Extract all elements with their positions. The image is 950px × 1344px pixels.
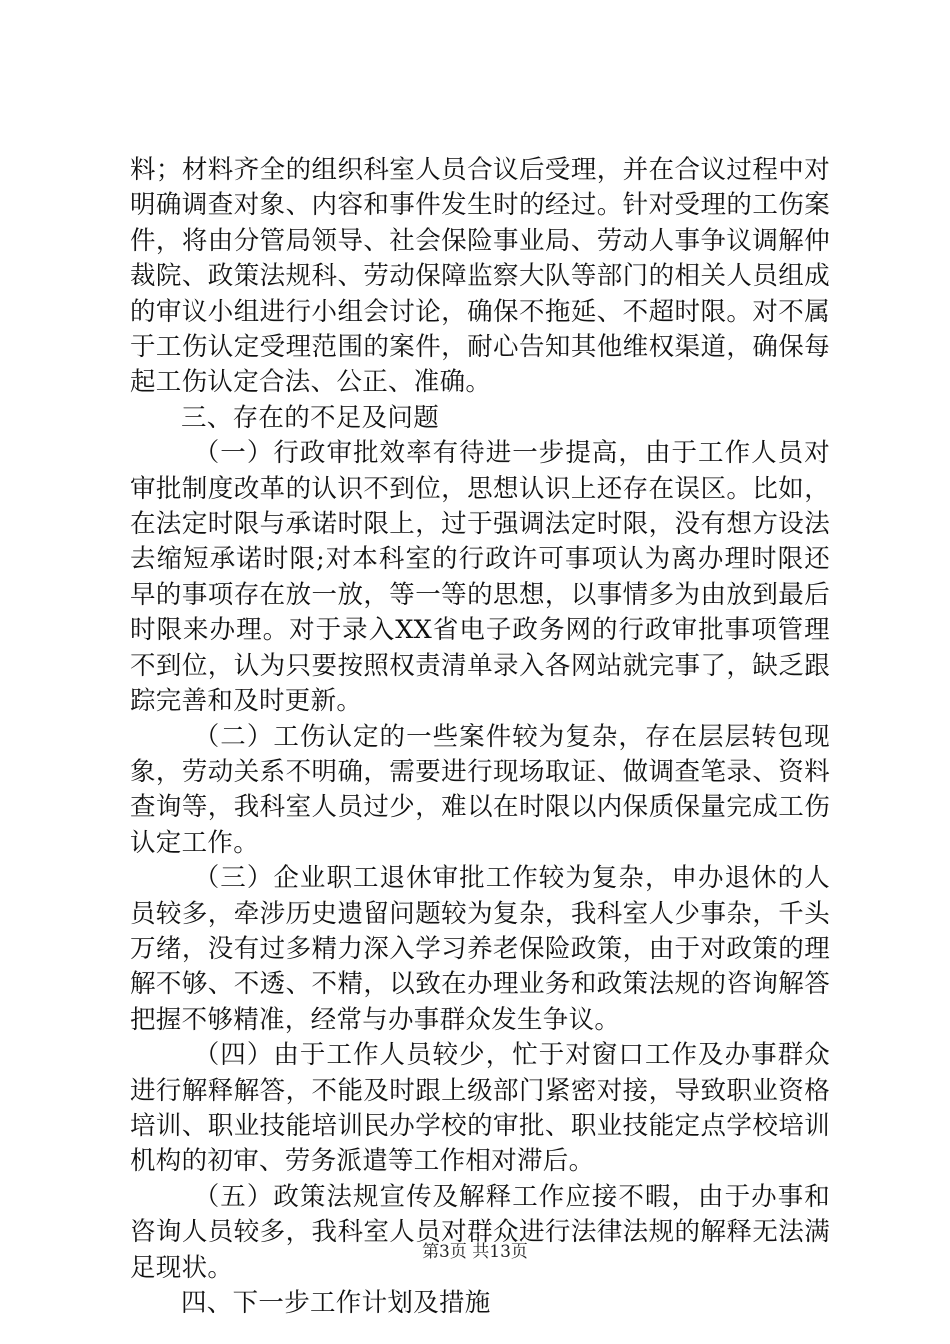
section-heading-4: 四、下一步工作计划及措施 — [181, 1288, 491, 1318]
paragraph-continuation: 料；材料齐全的组织科室人员合议后受理，并在合议过程中对明确调查对象、内容和事件发生时的经过。针对受理的工伤案件，将由分管局领导、社会保险事业局、劳动人事争议调解仲裁院、政策法规科、劳动保障监察大队等部门的相关人员组成的审议小组进行小组会讨论，确保不拖延、不超时限。对不属于工伤认定受理范围的案件，耐心告知其他维权渠道，确保每起工伤认定合法、公正、准确。 — [130, 155, 830, 398]
paragraph-item-4: （四）由于工作人员较少，忙于对窗口工作及办事群众进行解释解答，不能及时跟上级部门紧密对接，导致职业资格培训、职业技能培训民办学校的审批、职业技能定点学校培训机构的初审、劳务派遣等工作相对滞后。 — [130, 1040, 830, 1177]
section-heading-3: 三、存在的不足及问题 — [181, 402, 440, 433]
page-number-footer: 第3页 共13页 — [422, 1242, 528, 1262]
paragraph-item-5: （五）政策法规宣传及解释工作应接不暇，由于办事和咨询人员较多，我科室人员对群众进行法律法规的解释无法满足现状。 — [130, 1181, 830, 1283]
paragraph-item-3: （三）企业职工退休审批工作较为复杂，申办退休的人员较多，牵涉历史遗留问题较为复杂，我科室人少事杂，千头万绪，没有过多精力深入学习养老保险政策，由于对政策的理解不够、不透、不精，以致在办理业务和政策法规的咨询解答把握不够精准，经常与办事群众发生争议。 — [130, 863, 830, 1035]
paragraph-item-1: （一）行政审批效率有待进一步提高，由于工作人员对审批制度改革的认识不到位，思想认识上还存在误区。比如，在法定时限与承诺时限上，过于强调法定时限，没有想方设法去缩短承诺时限;对本科室的行政许可事项认为离办理时限还早的事项存在放一放，等一等的思想，以事情多为由放到最后时限来办理。对于录入XX省电子政务网的行政审批事项管理不到位，认为只要按照权责清单录入各网站就完事了，缺乏跟踪完善和及时更新。 — [130, 438, 830, 717]
document-body — [130, 153, 830, 1321]
paragraph-item-2: （二）工伤认定的一些案件较为复杂，存在层层转包现象，劳动关系不明确，需要进行现场取证、做调查笔录、资料查询等，我科室人员过少，难以在时限以内保质保量完成工伤认定工作。 — [130, 721, 830, 858]
